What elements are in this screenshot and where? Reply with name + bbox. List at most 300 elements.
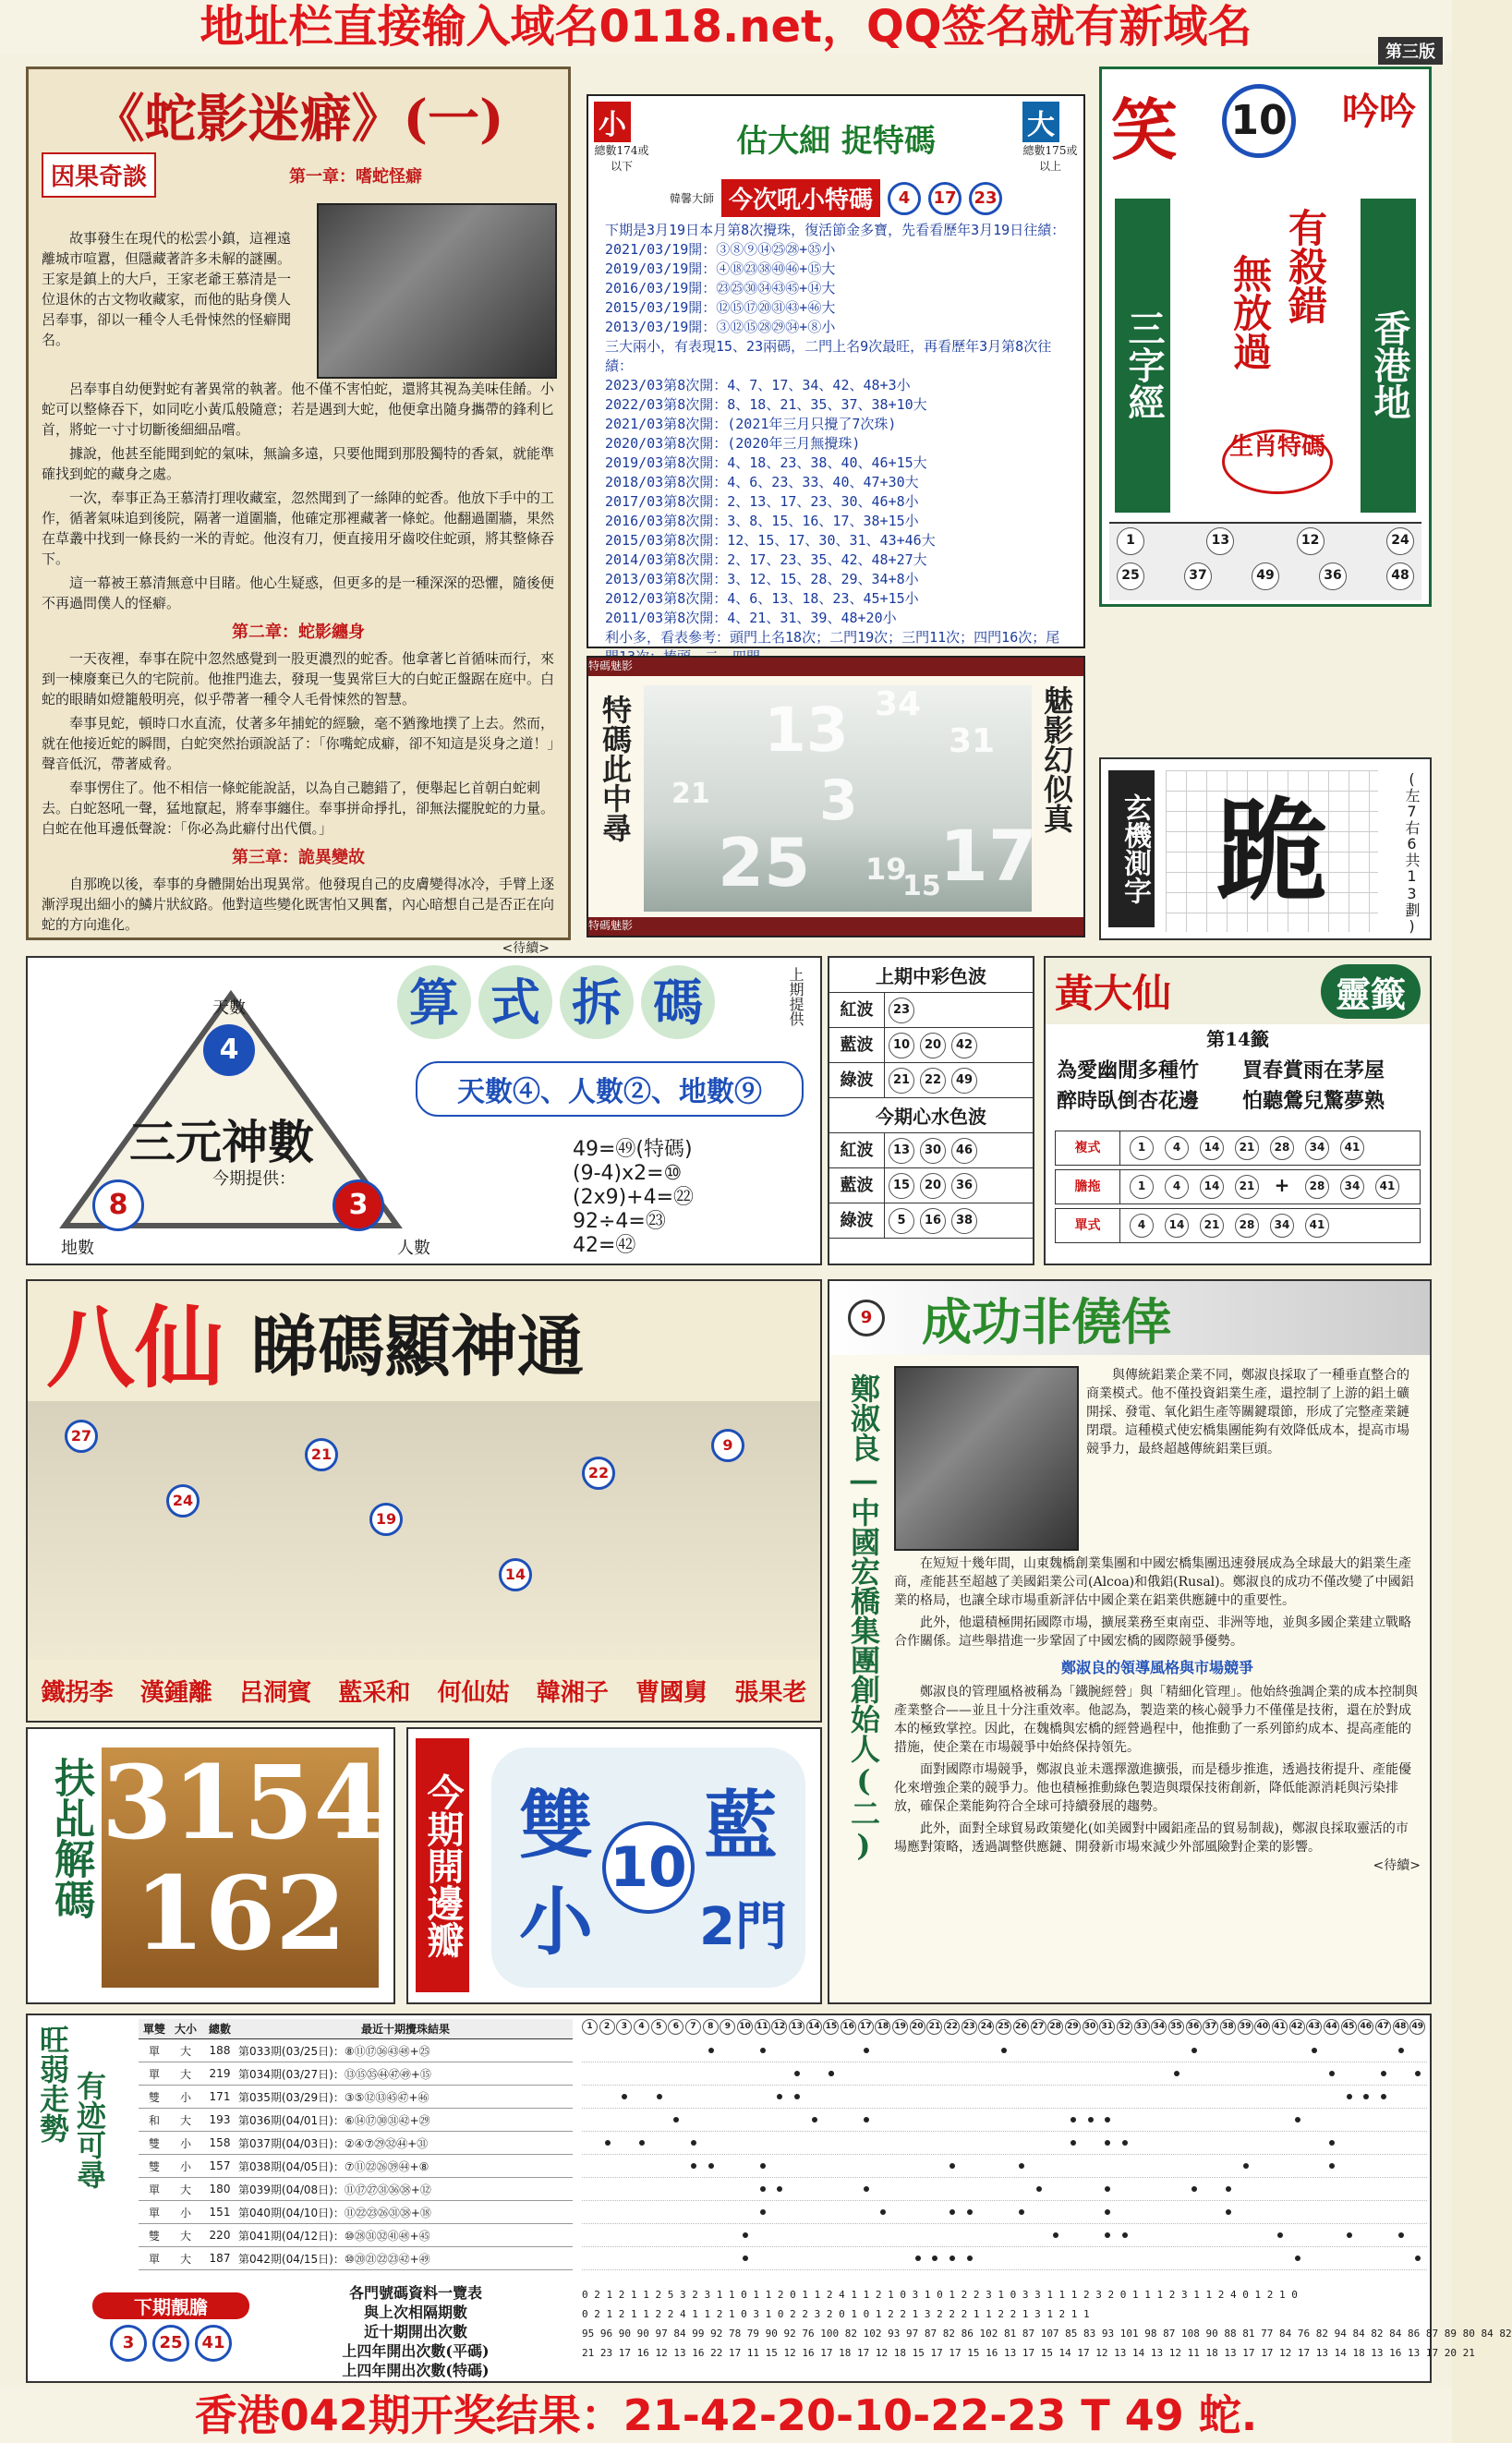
history-line: 2018/03第8次開：4、6、23、33、40、47+30大 bbox=[605, 474, 919, 490]
column-number: 12 bbox=[771, 2019, 787, 2035]
column-number: 21 bbox=[926, 2019, 942, 2035]
zodiac-number: 48 bbox=[1386, 562, 1414, 590]
column-number: 10 bbox=[737, 2019, 753, 2035]
gap-row: 0 2 1 2 1 1 2 5 3 2 3 1 1 0 1 1 2 0 1 1 2 4 1 1 2 1 0 3 1 0 1 2 2 3 1 0 3 3 1 1 1 2 3 2 0 1 1 1 2 3 1 1 2 4 0 1 2 1 0 bbox=[582, 2289, 1298, 2301]
immortal-name: 何仙姑 bbox=[437, 1678, 510, 1707]
draw-dot bbox=[1347, 2232, 1352, 2238]
draw-dot bbox=[777, 2186, 782, 2192]
character-test-panel bbox=[1099, 757, 1432, 940]
column-number: 7 bbox=[685, 2019, 701, 2035]
column-number: 8 bbox=[703, 2019, 719, 2035]
wong-number: 4 bbox=[1165, 1175, 1189, 1199]
column-number: 35 bbox=[1168, 2019, 1184, 2035]
table-row bbox=[139, 2178, 573, 2201]
provide-label: 上期提供 bbox=[787, 967, 804, 1026]
table-cell: 157 bbox=[209, 2159, 231, 2172]
table-cell: 219 bbox=[209, 2067, 231, 2080]
character-test-label: 玄機測字 bbox=[1108, 770, 1155, 927]
draw-dot bbox=[864, 2048, 869, 2053]
jinqi-even: 雙 bbox=[519, 1782, 593, 1869]
zodiac-number: 37 bbox=[1184, 562, 1212, 590]
color-wave-panel bbox=[828, 956, 1034, 1265]
zodiac-number: 25 bbox=[1117, 562, 1144, 590]
table-cell: 188 bbox=[209, 2044, 231, 2057]
jinqi-small: 小 bbox=[519, 1879, 593, 1965]
formula-title-char: 拆 bbox=[560, 965, 634, 1039]
draw-dot bbox=[1191, 2048, 1197, 2053]
wave-row bbox=[829, 1203, 1033, 1239]
wave-row bbox=[829, 1168, 1033, 1203]
poem-line: 買春賞雨在茅屋 bbox=[1242, 1058, 1385, 1082]
article-number: 9 bbox=[848, 1300, 885, 1336]
sign-poem bbox=[1046, 1051, 1430, 1118]
draw-dot bbox=[967, 2256, 973, 2261]
dot-row bbox=[582, 2086, 1427, 2109]
jinqi-board bbox=[491, 1748, 805, 1988]
fuluan-number: 3154 bbox=[102, 1743, 385, 1862]
chapter-2-title: 第二章：蛇影纏身 bbox=[232, 623, 365, 642]
table-cell: 第034期(03/27日)：⑬⑮㉟㊹㊼㊾+⑮ bbox=[238, 2067, 431, 2081]
story-para: 奉事見蛇，頓時口水直流，仗著多年捕蛇的經驗，毫不猶豫地撲了上去。然而，就在他接近蛇的瞬間，白蛇突然抬頭說話了：「你嘴蛇成癖，卻不知這是災身之道！」聲音低沉，帶著威脅。 bbox=[42, 715, 555, 772]
draw-dot bbox=[915, 2256, 921, 2261]
table-cell: 單 bbox=[148, 2044, 160, 2058]
draw-dot bbox=[967, 2209, 973, 2215]
draw-dot bbox=[1122, 2140, 1128, 2146]
sanzi-circle: 10 bbox=[1222, 84, 1296, 158]
immortal-number: 22 bbox=[582, 1457, 615, 1490]
di-label: 地數 bbox=[61, 1239, 94, 1258]
wave-label: 紅波 bbox=[829, 993, 885, 1028]
poem-line: 醉時臥倒杏花邊 bbox=[1057, 1089, 1200, 1113]
table-cell: 小 bbox=[179, 2206, 191, 2219]
article-para: 在短短十幾年間，山東魏橋創業集團和中國宏橋集團迅速發展成為全球最大的鋁業生產商，產能甚至超越了美國鋁業公司(Alcoa)和俄鋁(Rusal)。鄭淑良的成功不僅改變了中國鋁業的格局，也讓全球市場重新評估中國企業在鋁業供應鏈中的重要性。 bbox=[894, 1556, 1414, 1608]
draw-dot bbox=[1415, 2071, 1421, 2076]
ren-number: 3 bbox=[333, 1179, 384, 1231]
table-cell: 171 bbox=[209, 2090, 231, 2103]
draw-dot bbox=[864, 2117, 869, 2123]
table-cell: 單 bbox=[148, 2067, 160, 2081]
wong-number: 4 bbox=[1130, 1214, 1154, 1238]
table-cell: 187 bbox=[209, 2252, 231, 2265]
draw-dot bbox=[794, 2071, 800, 2076]
formula-summary: 天數④、人數②、地數⑨ bbox=[416, 1061, 804, 1117]
draw-dot bbox=[1105, 2186, 1110, 2192]
results-table bbox=[139, 2019, 573, 2270]
wong-number: 28 bbox=[1235, 1214, 1259, 1238]
chapter-1-title: 第一章：嗜蛇怪癖 bbox=[289, 166, 422, 187]
column-number: 6 bbox=[668, 2019, 683, 2035]
draw-dot bbox=[1226, 2186, 1231, 2192]
wong-row bbox=[1055, 1208, 1421, 1243]
dot-row bbox=[582, 2062, 1427, 2086]
wong-number: 28 bbox=[1305, 1175, 1329, 1199]
draw-dot bbox=[605, 2140, 611, 2146]
wong-number: 14 bbox=[1165, 1214, 1189, 1238]
wong-sign: 靈籤 bbox=[1321, 964, 1421, 1019]
summary-values bbox=[582, 2285, 1512, 2363]
column-number: 45 bbox=[1341, 2019, 1357, 2035]
yinyin: 吟吟 bbox=[1342, 90, 1416, 133]
wave-label: 紅波 bbox=[829, 1133, 885, 1168]
fuluan-panel bbox=[26, 1727, 395, 2004]
column-number: 26 bbox=[1013, 2019, 1029, 2035]
author: 韓馨大師 bbox=[669, 192, 714, 205]
summary-labels bbox=[259, 2283, 573, 2380]
draw-dot bbox=[1105, 2140, 1110, 2146]
fuluan-number: 162 bbox=[134, 1854, 346, 1973]
equation: (2x9)+4=㉒ bbox=[573, 1186, 695, 1209]
paint-number: 34 bbox=[875, 685, 922, 723]
table-cell: 大 bbox=[179, 2229, 191, 2243]
draw-dot bbox=[1053, 2232, 1058, 2238]
column-number: 11 bbox=[755, 2019, 770, 2035]
tian-number: 4 bbox=[203, 1024, 255, 1076]
wave-label: 藍波 bbox=[829, 1028, 885, 1063]
column-number: 4 bbox=[634, 2019, 649, 2035]
immortal-number: 21 bbox=[305, 1438, 338, 1471]
wave-number: 15 bbox=[889, 1173, 914, 1199]
wave-number: 13 bbox=[889, 1138, 914, 1164]
table-cell: 大 bbox=[179, 2113, 191, 2127]
jinqi-number: 10 bbox=[602, 1821, 695, 1914]
column-number: 33 bbox=[1134, 2019, 1150, 2035]
column-number: 3 bbox=[616, 2019, 632, 2035]
table-row bbox=[139, 2247, 573, 2270]
wong-number: 14 bbox=[1200, 1136, 1224, 1160]
sanyuan-title: 三元神數 bbox=[129, 1115, 314, 1169]
article-title: 成功非僥倖 bbox=[922, 1291, 1171, 1351]
table-cell: 第037期(04/03日)：②④⑦㉙㉜㊹+㉛ bbox=[238, 2136, 429, 2150]
draw-dot bbox=[657, 2094, 662, 2099]
column-number: 37 bbox=[1203, 2019, 1218, 2035]
formula-panel bbox=[26, 956, 822, 1265]
wong-number: 41 bbox=[1305, 1214, 1329, 1238]
bottom-band: 特碼魅影 bbox=[588, 917, 1083, 936]
history-line: 2021/03第8次開：(2021年三月只攪了7次珠) bbox=[605, 416, 897, 432]
draw-dot bbox=[1174, 2071, 1179, 2076]
article-photo bbox=[894, 1366, 1079, 1551]
wave-number: 42 bbox=[951, 1033, 977, 1058]
zodiac-image-strip bbox=[1109, 522, 1421, 600]
immortal-name: 呂洞賓 bbox=[239, 1678, 312, 1707]
top-banner[interactable]: 地址栏直接输入域名0118.net，QQ签名就有新域名 bbox=[0, 0, 1452, 54]
immortal-names bbox=[28, 1660, 820, 1721]
baxian-panel bbox=[26, 1279, 822, 1723]
article-continued: <待續> bbox=[1373, 1858, 1421, 1873]
table-cell: 大 bbox=[179, 2044, 191, 2058]
column-number: 32 bbox=[1117, 2019, 1132, 2035]
fuluan-label: 扶乩解碼 bbox=[47, 1757, 94, 1919]
article-para: 鄭淑良的管理風格被稱為「鐵腕經營」與「精細化管理」。他始終強調企業的成本控制與產業整合——並且十分注重效率。他認為，製造業的核心競爭力不僅僅是技術，還在於對成本的極致掌控。因此，在魏橋與宏橋的經營過程中，他推動了一系列節約成本、提高產能的措施，使企業在市場競爭中始終保持領先。 bbox=[894, 1685, 1418, 1755]
history-line: 2013/03第8次開：3、12、15、28、29、34+8小 bbox=[605, 571, 919, 587]
draw-dot bbox=[1019, 2163, 1024, 2169]
pick-number: 4 bbox=[888, 182, 921, 215]
table-cell: 第035期(03/29日)：③⑤⑫⑬㊺㊼+㊻ bbox=[238, 2090, 429, 2104]
history-line: 2022/03第8次開：8、18、21、35、37、38+10大 bbox=[605, 396, 927, 413]
history-line: 2011/03第8次開：4、21、31、39、48+20小 bbox=[605, 610, 897, 626]
history-line: 2020/03第8次開：(2020年三月無攪珠) bbox=[605, 435, 861, 452]
table-cell: 180 bbox=[209, 2183, 231, 2195]
history-line: 2013/03/19開：③⑫⑮㉘㉙㉞+⑧小 bbox=[605, 319, 836, 335]
table-row bbox=[139, 2132, 573, 2155]
draw-dot bbox=[1329, 2140, 1335, 2146]
story-para: 這一幕被王慕清無意中目睹。他心生疑惑，但更多的是一種深深的恐懼，隨後便不再過問僕人的怪癖。 bbox=[42, 574, 555, 611]
column-number: 41 bbox=[1272, 2019, 1288, 2035]
dot-row bbox=[582, 2132, 1427, 2155]
article-para: 此外，他還積極開拓國際市場，擴展業務至東南亞、非洲等地，並與多國企業建立戰略合作關係。這些舉措進一步鞏固了中國宏橋的國際競爭優勢。 bbox=[894, 1615, 1411, 1649]
wong-row bbox=[1055, 1169, 1421, 1204]
draw-dot bbox=[743, 2232, 748, 2238]
column-number: 28 bbox=[1047, 2019, 1063, 2035]
dot-row bbox=[582, 2109, 1427, 2132]
equation: 92÷4=㉓ bbox=[573, 1210, 666, 1233]
this-provide: 今期提供： bbox=[212, 1169, 296, 1189]
immortal-name: 韓湘子 bbox=[536, 1678, 609, 1707]
wave-number: 20 bbox=[920, 1033, 946, 1058]
dot-row bbox=[582, 2039, 1427, 2062]
draw-dot bbox=[1191, 2186, 1197, 2192]
summary-label: 各門號碼資料一覽表 bbox=[348, 2284, 482, 2302]
column-number: 40 bbox=[1254, 2019, 1270, 2035]
column-number: 23 bbox=[962, 2019, 977, 2035]
wong-number: 34 bbox=[1305, 1136, 1329, 1160]
table-row bbox=[139, 2155, 573, 2178]
wong-number: 4 bbox=[1165, 1136, 1189, 1160]
draw-dot bbox=[880, 2209, 886, 2215]
draw-dot bbox=[760, 2048, 766, 2053]
formula-title-char: 算 bbox=[397, 965, 471, 1039]
immortal-name: 漢鍾離 bbox=[139, 1678, 212, 1707]
wave-title: 今期心水色波 bbox=[829, 1098, 1033, 1133]
draw-dot bbox=[950, 2163, 955, 2169]
dot-row bbox=[582, 2178, 1427, 2201]
draw-dot bbox=[708, 2163, 714, 2169]
column-number: 43 bbox=[1306, 2019, 1322, 2035]
history-line: 2016/03/19開：㉓㉕㉚㉞㊸㊺+⑭大 bbox=[605, 280, 836, 296]
immortal-name: 曹國舅 bbox=[635, 1678, 708, 1707]
draw-dot bbox=[1398, 2232, 1404, 2238]
story-para: 一次，奉事正為王慕清打理收藏室，忽然聞到了一絲陣的蛇香。他放下手中的工作，循著氣味追到後院，隔著一道圍牆，他確定那裡藏著一條蛇。他翻過圍牆，果然在草叢中找到一條長約一米的青蛇。他沒有刀，便直接用牙齒咬住蛇頭，將其整條吞下。 bbox=[42, 490, 555, 567]
draw-dot bbox=[1070, 2140, 1076, 2146]
wong-number: 21 bbox=[1235, 1136, 1259, 1160]
column-number: 27 bbox=[1031, 2019, 1046, 2035]
table-cell: 151 bbox=[209, 2206, 231, 2219]
draw-dot bbox=[1295, 2256, 1300, 2261]
column-number: 38 bbox=[1220, 2019, 1236, 2035]
phrase-2: 無放過 bbox=[1228, 254, 1273, 370]
sand-tray bbox=[102, 1743, 385, 1988]
paint-number: 3 bbox=[819, 768, 858, 833]
draw-dot bbox=[708, 2048, 714, 2053]
history-line: 三大兩小，有表現15、23兩碼，二門上名9次最旺，再看歷年3月第8次往績： bbox=[605, 338, 1052, 374]
story-title: 《蛇影迷癖》(一) bbox=[92, 89, 504, 150]
table-cell: 第038期(04/05日)：⑦⑪㉒㉖㊴㊹+⑧ bbox=[238, 2159, 429, 2173]
phrase-1: 有殺錯 bbox=[1283, 208, 1328, 324]
draw-dot bbox=[1001, 2048, 1007, 2053]
total-big: 總數175或以上 bbox=[1022, 144, 1078, 173]
ren-label: 人數 bbox=[397, 1239, 430, 1258]
next-pick bbox=[92, 2292, 249, 2362]
column-number: 24 bbox=[978, 2019, 994, 2035]
jinqi-label: 今期開邊瓣 bbox=[416, 1738, 469, 1992]
draw-dot bbox=[950, 2209, 955, 2215]
tian-label: 天數 bbox=[212, 998, 246, 1018]
history-line: 2012/03第8次開：4、6、13、18、23、45+15小 bbox=[605, 590, 919, 607]
table-cell: 大 bbox=[179, 2183, 191, 2196]
draw-dot bbox=[639, 2140, 645, 2146]
summary-label: 與上次相隔期數 bbox=[363, 2304, 467, 2321]
next-pick-label: 下期靚膽 bbox=[92, 2292, 249, 2319]
table-cell: 小 bbox=[179, 2090, 191, 2104]
history-line: 2019/03/19開：④⑱㉓㊳㊵㊻+⑮大 bbox=[605, 260, 836, 277]
header-cell: 單雙 bbox=[142, 2023, 165, 2036]
paint-number: 17 bbox=[939, 815, 1037, 897]
table-cell: 雙 bbox=[148, 2159, 160, 2173]
wong-number: 34 bbox=[1270, 1214, 1294, 1238]
zodiac-badge: 生肖特碼 bbox=[1222, 429, 1333, 494]
article-body bbox=[894, 1366, 1421, 1875]
history-line: 2021/03/19開：③⑧⑨⑭㉕㉘+㉟小 bbox=[605, 241, 836, 258]
four-year-normal-row: 95 96 90 90 97 84 99 92 78 79 90 92 76 100 82 102 93 97 87 82 86 102 81 87 107 85 83 93 101 98 87 108 90 88 81 77 84 76 82 94 84 82 84 86 87 89 80 84 82 bbox=[582, 2328, 1512, 2340]
draw-dot bbox=[1347, 2094, 1352, 2099]
column-number: 17 bbox=[858, 2019, 874, 2035]
story-para: 呂奉事自幼便對蛇有著異常的執著。他不僅不害怕蛇，還將其視為美味佳餚。小蛇可以整條吞下，如同吃小黃瓜般隨意；若是遇到大蛇，他便拿出隨身攜帶的鋒利匕首，將蛇一寸寸切斷後細細品嚐。 bbox=[42, 381, 555, 438]
table-cell: 第039期(04/08日)：⑪⑰㉗㉛㊱㊳+⑫ bbox=[238, 2183, 431, 2196]
wave-row bbox=[829, 993, 1033, 1028]
column-number: 30 bbox=[1083, 2019, 1098, 2035]
sanzi-panel bbox=[1099, 67, 1432, 607]
article-subheading: 鄭淑良的領導風格與市場競爭 bbox=[1060, 1659, 1253, 1676]
wong-numbers bbox=[1046, 1131, 1430, 1243]
draw-dot bbox=[1381, 2071, 1386, 2076]
draw-dot bbox=[1070, 2117, 1076, 2123]
article-side-title: 鄭淑良—中國宏橋集團創始人(二) bbox=[846, 1373, 881, 1863]
table-cell: 小 bbox=[179, 2136, 191, 2150]
dot-row bbox=[582, 2155, 1427, 2178]
zodiac-number: 12 bbox=[1297, 527, 1325, 555]
sign-number: 第14籤 bbox=[1206, 1028, 1269, 1050]
draw-dot bbox=[932, 2256, 937, 2261]
column-number: 19 bbox=[892, 2019, 908, 2035]
zodiac-number: 1 bbox=[1117, 527, 1144, 555]
left-vertical-text: 特碼此中尋 bbox=[598, 695, 633, 842]
column-number: 49 bbox=[1409, 2019, 1425, 2035]
stroke-note: (左7右6共13劃) bbox=[1403, 770, 1421, 935]
dot-row bbox=[582, 2247, 1427, 2270]
draw-dot bbox=[1243, 2163, 1249, 2169]
table-cell: 第041期(04/12日)：⑩㉘㉛㉜㊶㊽+㊺ bbox=[238, 2229, 430, 2243]
wave-row bbox=[829, 1063, 1033, 1098]
column-number: 31 bbox=[1099, 2019, 1115, 2035]
table-cell: 和 bbox=[148, 2113, 160, 2127]
draw-dot bbox=[622, 2094, 627, 2099]
draw-dot bbox=[864, 2186, 869, 2192]
story-para: 一天夜裡，奉事在院中忽然感覺到一股更濃烈的蛇香。他拿著匕首循味而行，來到一棟廢棄已久的宅院前。他推門進去，發現一隻異常巨大的白蛇正盤踞在庭中。白蛇的眼睛如燈籠般明亮，似乎帶著一種令人毛骨悚然的智慧。 bbox=[42, 650, 555, 708]
draw-dot bbox=[691, 2163, 696, 2169]
four-year-special-row: 21 23 17 16 12 13 16 22 17 11 15 12 16 17 18 17 12 18 15 17 17 15 16 13 17 15 14 17 12 13 14 13 12 11 18 13 17 17 12 17 13 14 18 13 16 13 17 20 21 bbox=[582, 2347, 1475, 2359]
immortal-number: 14 bbox=[499, 1558, 532, 1591]
story-para: 奉事愣住了。他不相信一條蛇能說話，以為自己聽錯了，便舉起匕首朝白蛇刺去。白蛇怒吼一聲，猛地竄起，將奉事纏住。奉事拼命掙扎，卻無法擺脫蛇的力量。白蛇在他耳邊低聲說：「你必為此癖付出代價。」 bbox=[42, 780, 555, 837]
wong-number: + bbox=[1270, 1175, 1294, 1199]
next-number: 3 bbox=[110, 2325, 147, 2362]
wong-number: 1 bbox=[1130, 1136, 1154, 1160]
history-line: 2015/03/19開：⑫⑮⑰⑳㉛㊸+㊻大 bbox=[605, 299, 836, 316]
column-number: 29 bbox=[1065, 2019, 1081, 2035]
column-number: 22 bbox=[944, 2019, 960, 2035]
table-cell: 雙 bbox=[148, 2136, 160, 2150]
table-row bbox=[139, 2109, 573, 2132]
draw-dot bbox=[812, 2117, 817, 2123]
test-character: 跪 bbox=[1216, 786, 1327, 916]
draw-dot bbox=[829, 2071, 834, 2076]
draw-dot bbox=[1329, 2163, 1335, 2169]
article-para: 與傳統鋁業企業不同，鄭淑良採取了一種垂直整合的商業模式。他不僅投資鋁業生產，還控制了上游的鋁土礦開採、發電、氧化鋁生產等關鍵環節，形成了完整產業鏈閉環。這種模式使宏橋集團能夠有效降低成本，提高市場競爭力，最終超越傳統鋁業巨頭。 bbox=[1086, 1368, 1409, 1457]
wave-number: 16 bbox=[920, 1208, 946, 1234]
zodiac-number: 49 bbox=[1252, 562, 1279, 590]
paint-number: 21 bbox=[671, 778, 710, 810]
history-list bbox=[588, 217, 1083, 690]
wave-title: 上期中彩色波 bbox=[829, 958, 1033, 993]
wave-label: 藍波 bbox=[829, 1168, 885, 1203]
draw-dot bbox=[1398, 2048, 1404, 2053]
table-row bbox=[139, 2086, 573, 2109]
column-number: 47 bbox=[1375, 2019, 1391, 2035]
table-cell: 第033期(03/25日)：⑧⑪⑰㊱㊸㊽+㉕ bbox=[238, 2044, 430, 2058]
wave-number: 20 bbox=[920, 1173, 946, 1199]
history-line: 利小多，看表參考：頭門上名18次；二門19次；三門11次；四門16次；尾 bbox=[605, 629, 1060, 646]
character-grid bbox=[1166, 770, 1378, 932]
story-panel bbox=[26, 67, 571, 956]
success-panel bbox=[828, 1279, 1432, 2004]
wave-number: 10 bbox=[889, 1033, 914, 1058]
history-line: 2023/03第8次開：4、7、17、34、42、48+3小 bbox=[605, 377, 911, 393]
table-cell: 單 bbox=[148, 2206, 160, 2219]
column-number: 15 bbox=[823, 2019, 839, 2035]
center-subtitle: 今次吼小特碼 bbox=[721, 179, 880, 217]
total-small: 總數174或以下 bbox=[594, 144, 649, 173]
stats-label-2: 有迹可尋 bbox=[72, 2071, 107, 2189]
immortal-name: 藍采和 bbox=[338, 1678, 411, 1707]
draw-dot bbox=[760, 2163, 766, 2169]
table-row bbox=[139, 2062, 573, 2086]
jinqi-panel bbox=[406, 1727, 822, 2004]
wave-number: 49 bbox=[951, 1068, 977, 1094]
paint-number: 13 bbox=[764, 695, 849, 766]
header-cell: 大小 bbox=[174, 2023, 197, 2036]
story-tag: 因果奇談 bbox=[42, 152, 156, 198]
table-cell: 大 bbox=[179, 2252, 191, 2266]
draw-dot bbox=[1277, 2232, 1283, 2238]
column-number: 39 bbox=[1238, 2019, 1253, 2035]
wave-number: 21 bbox=[889, 1068, 914, 1094]
draw-dot bbox=[1415, 2256, 1421, 2261]
top-band: 特碼魅影 bbox=[588, 658, 1083, 676]
table-cell: 雙 bbox=[148, 2229, 160, 2243]
column-number: 36 bbox=[1186, 2019, 1202, 2035]
wave-number: 22 bbox=[920, 1068, 946, 1094]
center-title: 估大細 捉特碼 bbox=[736, 122, 936, 160]
column-number: 5 bbox=[651, 2019, 667, 2035]
draw-dot bbox=[1036, 2186, 1042, 2192]
column-number: 13 bbox=[789, 2019, 804, 2035]
stats-panel bbox=[26, 2014, 1512, 2383]
formula-title-char: 碼 bbox=[641, 965, 715, 1039]
wong-number: 14 bbox=[1200, 1175, 1224, 1199]
immortals-illustration bbox=[28, 1401, 820, 1660]
wong-number: 21 bbox=[1200, 1214, 1224, 1238]
table-cell: 單 bbox=[148, 2252, 160, 2266]
story-para: 故事發生在現代的松雲小鎮，這裡遠離城市喧囂，但隱藏著許多未解的謎團。王家是鎮上的大戶，王家老爺王慕清是一位退休的古文物收藏家，而他的貼身僕人呂奉事，卻以一種令人毛骨悚然的怪癖聞名。 bbox=[42, 230, 292, 348]
